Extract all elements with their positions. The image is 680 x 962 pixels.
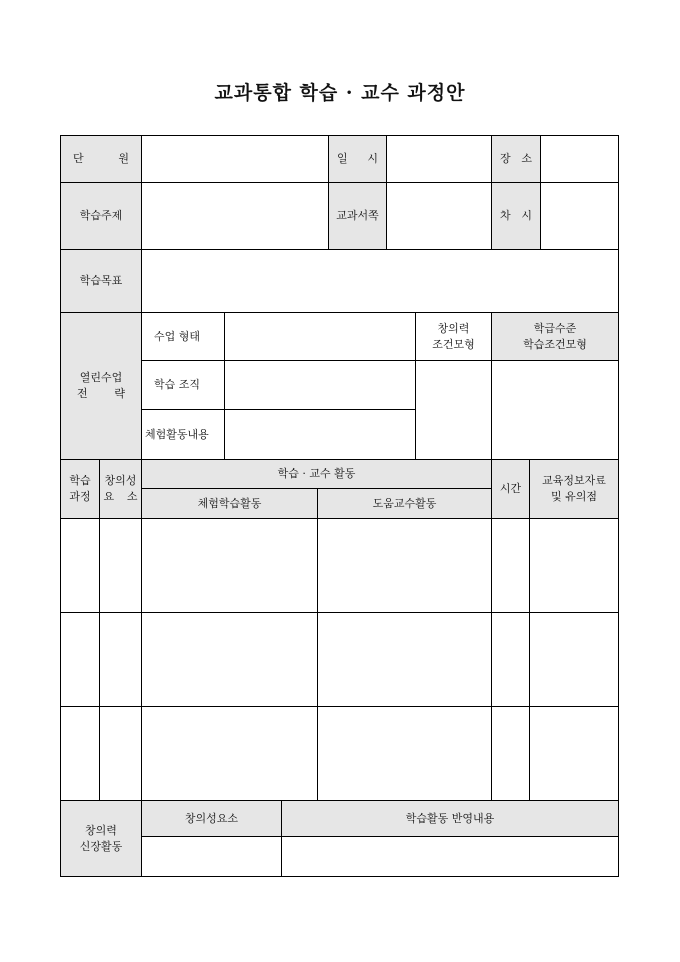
level-model-label: [491, 312, 619, 360]
creativity-model-line2: 조건모형: [432, 337, 475, 351]
element-cell[interactable]: [99, 706, 141, 800]
experience-activity-header: 체험학습활동: [141, 488, 317, 518]
place-label: [491, 135, 540, 182]
process-cell[interactable]: [60, 612, 99, 706]
time-header: 시간: [491, 459, 529, 518]
teaching-activity-cell[interactable]: [317, 706, 491, 800]
experience-activity-cell[interactable]: [141, 612, 317, 706]
page-title: 교과통합 학습 · 교수 과정안: [214, 82, 466, 104]
creativity-model-field[interactable]: [415, 360, 491, 459]
resources-header: [529, 459, 619, 518]
teaching-activity-header: 도움교수활동: [317, 488, 491, 518]
creativity-element-line1: 창의성: [104, 474, 137, 487]
resources-header-line1: 교육정보자료: [542, 474, 606, 487]
time-cell[interactable]: [491, 518, 529, 612]
topic-label: 학습주제: [60, 182, 141, 249]
goal-label: 학습목표: [60, 249, 141, 312]
learning-org-field[interactable]: [224, 360, 415, 409]
element-cell[interactable]: [99, 518, 141, 612]
teaching-activity-cell[interactable]: [317, 518, 491, 612]
creativity-elements-header: 창의성요소: [141, 800, 281, 836]
creativity-dev-line2: 신장활동: [79, 839, 123, 853]
creativity-element-line2-a: 요: [103, 490, 115, 503]
learning-org-label: 학습 조직: [141, 360, 224, 409]
resources-cell[interactable]: [529, 706, 619, 800]
time-cell[interactable]: [491, 612, 529, 706]
resources-header-line2: 및 유의점: [550, 490, 597, 503]
resources-cell[interactable]: [529, 518, 619, 612]
level-model-field[interactable]: [491, 360, 619, 459]
process-cell[interactable]: [60, 518, 99, 612]
session-label: [491, 182, 540, 249]
date-field[interactable]: [386, 135, 491, 182]
topic-field[interactable]: [141, 182, 328, 249]
class-form-label: 수업 형태: [141, 312, 224, 360]
level-model-line1: 학급수준: [533, 321, 577, 335]
date-label-a: 일: [337, 152, 348, 165]
unit-label-a: 단: [73, 152, 84, 165]
activity-header: 학습 · 교수 활동: [141, 459, 491, 488]
creativity-dev-line1: 창의력: [85, 823, 117, 837]
date-label: [328, 135, 386, 182]
creativity-model-line1: 창의력: [437, 321, 470, 335]
reflection-field[interactable]: [281, 836, 619, 877]
time-cell[interactable]: [491, 706, 529, 800]
process-header-line1: 학습: [69, 474, 91, 487]
session-label-a: 차: [500, 209, 511, 222]
experience-activity-cell[interactable]: [141, 706, 317, 800]
place-label-a: 장: [500, 152, 511, 165]
creativity-model-label: [415, 312, 491, 360]
creativity-elements-field[interactable]: [141, 836, 281, 877]
creativity-dev-label: [60, 800, 141, 877]
unit-label-b: 원: [118, 152, 129, 165]
process-header: [60, 459, 99, 518]
session-label-b: 시: [521, 209, 532, 222]
open-strategy-label: [60, 312, 141, 459]
teaching-activity-cell[interactable]: [317, 612, 491, 706]
textbook-page-label: 교과서쪽: [328, 182, 386, 249]
experience-activity-cell[interactable]: [141, 518, 317, 612]
place-label-b: 소: [521, 152, 532, 165]
unit-label: [60, 135, 141, 182]
place-field[interactable]: [540, 135, 619, 182]
goal-field[interactable]: [141, 249, 619, 312]
experience-field[interactable]: [224, 409, 415, 459]
reflection-header: 학습활동 반영내용: [281, 800, 619, 836]
class-form-field[interactable]: [224, 312, 415, 360]
unit-field[interactable]: [141, 135, 328, 182]
open-strategy-line2-b: 략: [114, 387, 125, 400]
session-field[interactable]: [540, 182, 619, 249]
date-label-b: 시: [367, 152, 378, 165]
level-model-line2: 학습조건모형: [523, 337, 587, 351]
resources-cell[interactable]: [529, 612, 619, 706]
process-cell[interactable]: [60, 706, 99, 800]
open-strategy-line1: 열린수업: [79, 371, 123, 384]
creativity-element-header: [99, 459, 141, 518]
open-strategy-line2-a: 전: [77, 387, 88, 400]
creativity-element-line2-b: 소: [126, 490, 138, 503]
experience-label: 체험활동내용: [141, 409, 224, 459]
process-header-line2: 과정: [69, 490, 91, 503]
element-cell[interactable]: [99, 612, 141, 706]
textbook-page-field[interactable]: [386, 182, 491, 249]
